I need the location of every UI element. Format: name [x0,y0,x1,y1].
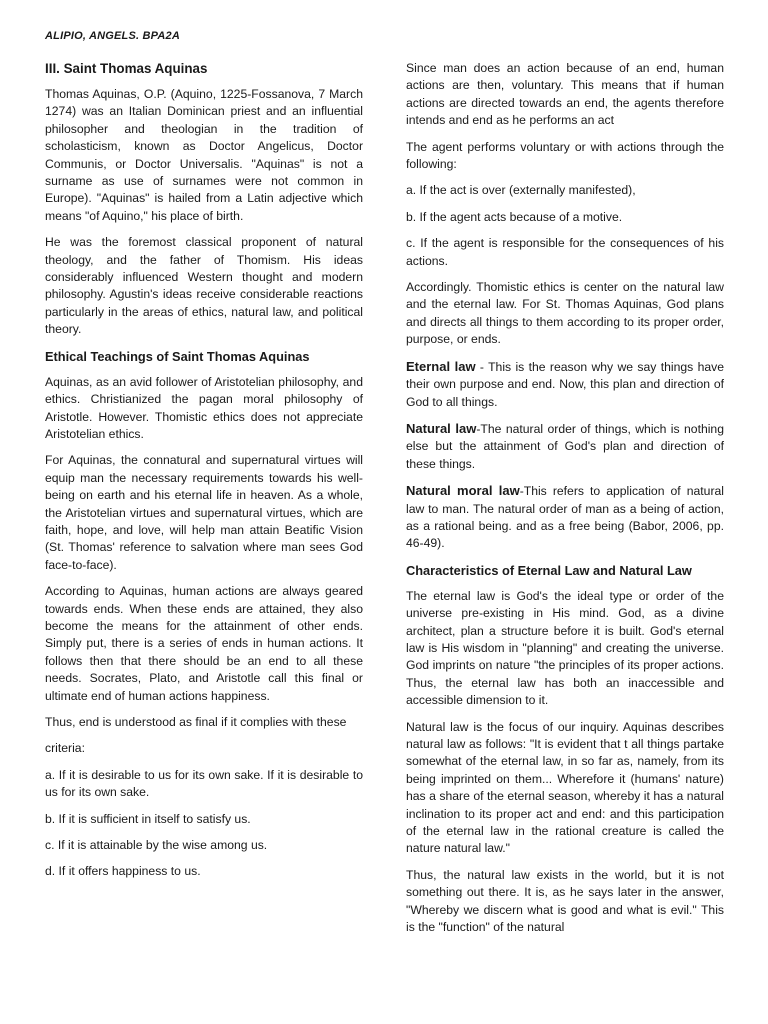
paragraph-voluntary: Since man does an action because of an end, human actions are then, voluntary. This means that if human actions are directed towards an end, the agents therefore intends and end as he performs an act [406,61,724,128]
natural-moral-law-text: -This refers to application of natural law to man. The natural order of man as a being of action, as a rational being. and as a free being (Babor, 2006, pp. 46-49). [406,484,724,551]
term-natural-law: Natural law [406,420,477,436]
paragraph-natural-law-function: Thus, the natural law exists in the world, but it is not something out there. It is, as he says later in the answer, "Whereby we discern what is good and what is evil." This is the "function" of the natural [406,867,724,935]
paragraph-aristotelian: Aquinas, as an avid follower of Aristotelian philosophy, and ethics. Christianized the pagan moral philosophy of Aristotle. However. Thomistic ethics does not appreciate Aristotelian ethics. [45,374,363,441]
paragraph-criteria: criteria: [45,741,85,756]
definition-eternal-law [406,358,724,411]
criterion-c: c. If it is attainable by the wise among us. [45,838,268,853]
paragraph-virtues: For Aquinas, the connatural and supernatural virtues will equip man the necessary requirements towards his well-being on earth and his eternal life in heaven. As a whole, the Aristotelian virtues and supernatural virtues, which are faith, hope, and love, will help man attain Beatific Vision (St. Thomas' reference to salvation where man sees God face-to-face). [45,453,363,572]
eternal-law-text: - This is the reason why we say things have their own purpose and end. Now, this plan and direction of God to all things. [406,359,724,409]
subtitle-ethical-teachings: Ethical Teachings of Saint Thomas Aquinas [45,348,310,364]
natural-law-text: -The natural order of things, which is nothing else but the attainment of God's plan and direction of these things. [406,421,724,471]
paragraph-biography: Thomas Aquinas, O.P. (Aquino, 1225-Fossanova, 7 March 1274) was an Italian Dominican priest and an influential philosopher and theologian in the tradition of scholasticism, known as Doctor Angelicus, Doctor Communis, or Doctor Universalis. "Aquinas" is not a surname as use of surnames were not common in Europe). "Aquinas" is hailed from a Latin adjective which means "of Aquino," his place of birth. [45,87,363,223]
paragraph-final-end: Thus, end is understood as final if it complies with these [45,715,347,729]
criterion-a: a. If it is desirable to us for its own sake. If it is desirable to us for its own sake. [45,767,363,800]
term-eternal-law: Eternal law [406,358,476,374]
paragraph-ends: According to Aquinas, human actions are always geared towards ends. When these ends are attained, they also become the means for the attainment of other ends. Simply put, there is a series of ends in human actions. It follows then that there should be an end to all these needs. Socrates, Plato, and Aristotle call this final or ultimate end of human actions happiness. [45,584,363,703]
subtitle-characteristics: Characteristics of Eternal Law and Natural Law [406,562,692,578]
criterion-b: b. If it is sufficient in itself to satisfy us. [45,811,251,826]
paragraph-natural-law: Natural law is the focus of our inquiry. Aquinas describes natural law as follows: "It is evident that t all things partake somewhat of the eternal law, in so far as, namely, from its being imprinted on them... Wherefore it (humans' nature) has a share of the eternal season, whereby it has a natural inclination to its proper act and end: and this participation of the eternal law in the rational creature is called the nature natural law." [406,719,724,856]
paragraph-thomistic-ethics: Accordingly. Thomistic ethics is center on the natural law and the eternal law. For St. Thomas Aquinas, God plans and directs all things to them according to its proper order, purpose, or ends. [406,280,724,347]
paragraph-influence: He was the foremost classical proponent of natural theology, and the father of Thomism. His ideas considerably influenced Western thought and modern philosophy. Agustin's ideas receive considerable reactions particularly in the areas of ethics, natural law, and political theory. [45,235,363,337]
voluntary-condition-a: a. If the act is over (externally manifested), [406,183,636,198]
voluntary-condition-c: c. If the agent is responsible for the consequences of his actions. [406,236,724,268]
criterion-d: d. If it offers happiness to us. [45,864,201,879]
right-column [406,60,724,945]
section-title: III. Saint Thomas Aquinas [45,61,208,76]
paragraph-eternal-law: The eternal law is God's the ideal type or order of the universe pre-existing in His mind. God, as a divine architect, plan a structure before it is built. God's eternal law is His wisdom in "planning" and creating the universe. God imprints on nature "the principles of its proper actions. Thus, the eternal law has both an inaccessible and accessible dimension to it. [406,588,724,708]
term-natural-moral-law: Natural moral law [406,483,520,499]
voluntary-condition-b: b. If the agent acts because of a motive. [406,209,623,224]
definition-natural-law [406,420,724,473]
author-header: ALIPIO, ANGELS. BPA2A [45,30,180,42]
definition-natural-moral-law [406,482,724,553]
paragraph-agent: The agent performs voluntary or with actions through the following: [406,139,724,172]
left-column [45,60,363,890]
